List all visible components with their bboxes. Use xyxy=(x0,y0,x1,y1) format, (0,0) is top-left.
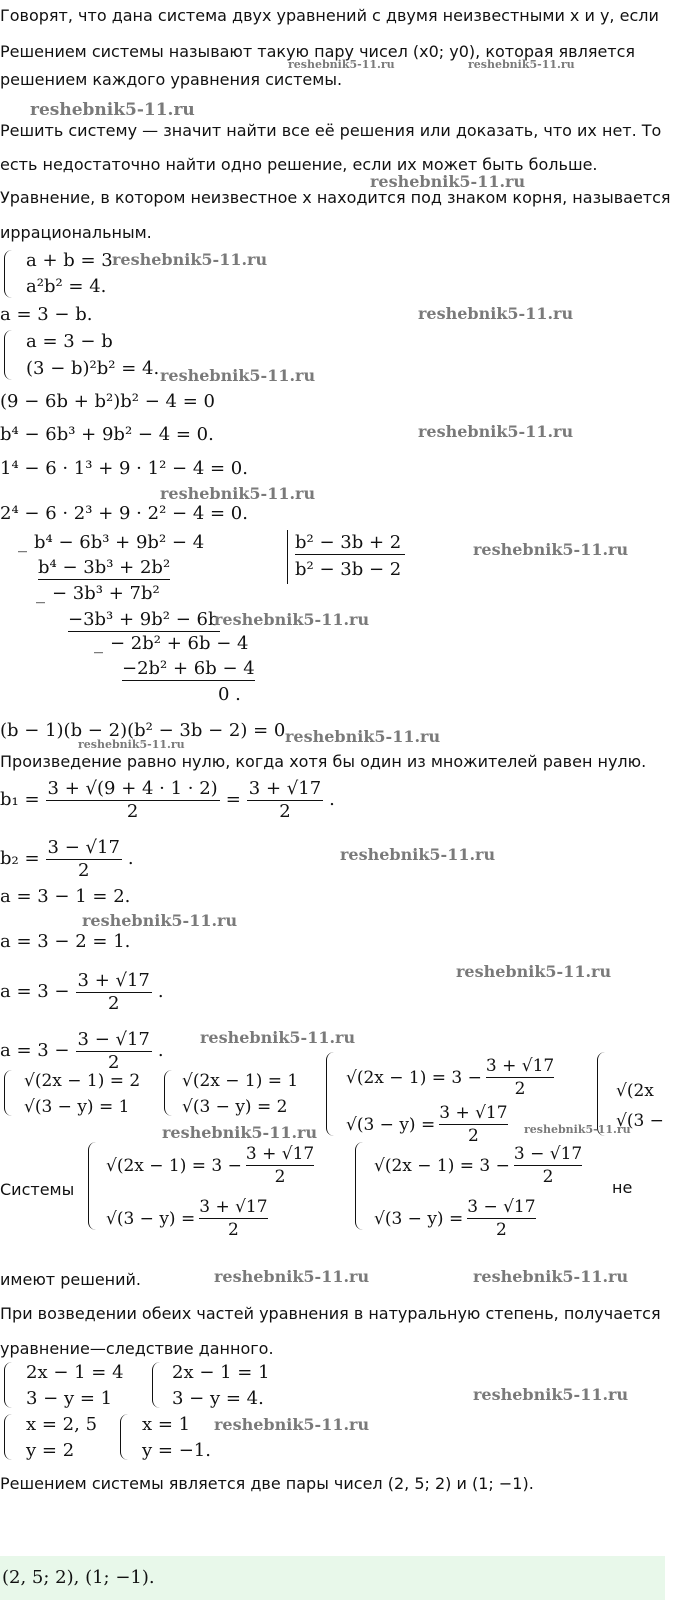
remainder-text: − 2b² + 6b − 4 xyxy=(110,633,249,654)
sys-s1-eq2: √(3 − y) = 1 xyxy=(24,1097,130,1117)
fraction-numerator: 3 + √17 xyxy=(245,1144,315,1164)
fraction-numerator: 3 − √17 xyxy=(77,1028,150,1050)
watermark: reshebnik5-11.ru xyxy=(468,58,575,71)
system-brace xyxy=(4,330,13,380)
final-statement: Решением системы является две пары чисел (2, 5; 2) и (1; −1). xyxy=(0,1474,534,1493)
solve-definition-text-2: есть недостаточно найти одно решение, если их может быть больше. xyxy=(0,155,598,174)
division-remainder-2: _ − 2b² + 6b − 4 xyxy=(94,633,249,654)
fraction-numerator: 3 + √17 xyxy=(439,1103,508,1123)
system-brace xyxy=(120,1414,129,1460)
dividend-text: b⁴ − 6b³ + 9b² − 4 xyxy=(34,532,205,553)
period: . xyxy=(329,789,335,810)
watermark: reshebnik5-11.ru xyxy=(456,962,612,981)
irrational-definition-text-2: иррациональным. xyxy=(0,223,152,242)
sys-s4-eq1: √(2x xyxy=(616,1081,654,1101)
sys-q1-eq1: 2x − 1 = 4 xyxy=(26,1362,124,1383)
fraction xyxy=(46,778,220,823)
sys-s4-eq2: √(3 − xyxy=(616,1111,664,1131)
fraction-denominator: 2 xyxy=(467,1126,479,1146)
period: . xyxy=(157,1040,164,1061)
division-subtrahend-1: b⁴ − 3b³ + 2b² xyxy=(38,557,171,578)
a-value-1: a = 3 − 1 = 2. xyxy=(0,886,131,907)
watermark: reshebnik5-11.ru xyxy=(214,1267,370,1286)
equation-lhs: √(2x − 1) = 3 − xyxy=(106,1155,242,1176)
period: . xyxy=(127,848,134,869)
watermark: reshebnik5-11.ru xyxy=(214,610,370,629)
watermark: reshebnik5-11.ru xyxy=(82,911,238,930)
sys-n2-eq1 xyxy=(374,1143,582,1188)
sys-n1-eq1 xyxy=(106,1143,314,1188)
fraction-numerator: 3 + √17 xyxy=(248,777,322,799)
division-subtrahend-3: −2b² + 6b − 4 xyxy=(122,658,255,679)
b1-lhs: b₁ = xyxy=(0,789,40,810)
fraction xyxy=(46,837,122,882)
fraction xyxy=(199,1196,267,1241)
watermark: reshebnik5-11.ru xyxy=(162,1123,318,1142)
fraction xyxy=(514,1143,582,1188)
division-bar xyxy=(287,530,288,584)
a-value-3 xyxy=(0,967,164,1017)
sys-n1-eq2 xyxy=(106,1196,268,1241)
system-brace xyxy=(152,1362,161,1408)
division-quotient: b² − 3b − 2 xyxy=(295,559,402,580)
fraction xyxy=(247,778,323,823)
sys1-eq2: a²b² = 4. xyxy=(26,276,107,297)
fraction-denominator: 2 xyxy=(227,1220,239,1240)
fraction xyxy=(486,1055,554,1100)
watermark: reshebnik5-11.ru xyxy=(160,366,316,385)
fraction xyxy=(439,1102,507,1147)
a3-lhs: a = 3 − xyxy=(0,981,70,1002)
systems-no-label: не xyxy=(612,1178,633,1197)
sys-s1-eq1: √(2x − 1) = 2 xyxy=(24,1071,141,1091)
watermark: reshebnik5-11.ru xyxy=(288,58,395,71)
division-subtrahend-2: −3b³ + 9b² − 6b xyxy=(68,609,220,630)
system-brace xyxy=(326,1052,335,1136)
fraction-numerator: 3 − √17 xyxy=(467,1197,536,1217)
fraction-denominator: 2 xyxy=(107,992,120,1014)
math-line: (9 − 6b + b²)b² − 4 = 0 xyxy=(0,391,215,412)
division-divisor: b² − 3b + 2 xyxy=(295,532,405,555)
division-remainder-1: _ − 3b³ + 7b² xyxy=(36,583,160,604)
watermark: reshebnik5-11.ru xyxy=(418,422,574,441)
watermark: reshebnik5-11.ru xyxy=(200,1028,356,1047)
fraction xyxy=(76,1029,152,1074)
math-line: b⁴ − 6b³ + 9b² − 4 = 0. xyxy=(0,424,214,445)
math-line: a = 3 − b. xyxy=(0,304,93,325)
system-brace xyxy=(4,250,13,298)
consequence-line-1: При возведении обеих частей уравнения в натуральную степень, получается xyxy=(0,1304,661,1323)
watermark: reshebnik5-11.ru xyxy=(78,738,185,751)
division-dividend: _ b⁴ − 6b³ + 9b² − 4 xyxy=(18,532,205,553)
sys2-eq1: a = 3 − b xyxy=(26,331,113,352)
period: . xyxy=(157,981,164,1002)
system-brace xyxy=(355,1142,364,1230)
system-brace xyxy=(4,1414,13,1460)
sys-s3-eq2 xyxy=(346,1102,508,1147)
watermark: reshebnik5-11.ru xyxy=(370,172,526,191)
a-value-4 xyxy=(0,1026,164,1076)
fraction-denominator: 2 xyxy=(495,1220,507,1240)
watermark: reshebnik5-11.ru xyxy=(285,727,441,746)
fraction-denominator: 2 xyxy=(279,800,291,822)
consequence-line-2: уравнение—следствие данного. xyxy=(0,1339,274,1358)
solution-definition-line-2 xyxy=(0,70,342,90)
no-solutions-text: имеют решений. xyxy=(0,1270,142,1289)
solution-definition-text-2: решением каждого уравнения системы. xyxy=(0,70,343,89)
sys-r1-eq2: y = 2 xyxy=(26,1440,75,1461)
system-brace xyxy=(4,1362,13,1408)
fraction-numerator: 3 − √17 xyxy=(47,836,120,858)
watermark: reshebnik5-11.ru xyxy=(473,540,629,559)
intro-text: Говорят, что дана система двух уравнений с двумя неизвестными x и y, если xyxy=(0,6,659,25)
watermark: reshebnik5-11.ru xyxy=(112,250,268,269)
fraction-denominator: 2 xyxy=(542,1167,554,1187)
equation-lhs: √(2x − 1) = 3 − xyxy=(374,1155,510,1176)
a4-lhs: a = 3 − xyxy=(0,1040,70,1061)
b2-lhs: b₂ = xyxy=(0,848,40,869)
sys-s2-eq1: √(2x − 1) = 1 xyxy=(182,1071,299,1091)
fraction-numerator: 3 + √(9 + 4 · 1 · 2) xyxy=(47,777,218,799)
remainder-text: − 3b³ + 7b² xyxy=(52,583,160,604)
sys-r1-eq1: x = 2, 5 xyxy=(26,1414,98,1435)
system-brace xyxy=(164,1070,173,1116)
intro-line-1 xyxy=(0,6,659,26)
fraction xyxy=(76,970,152,1015)
fraction-denominator: 2 xyxy=(78,859,90,881)
solve-definition-line-1 xyxy=(0,121,661,141)
watermark: reshebnik5-11.ru xyxy=(214,1415,370,1434)
system-brace xyxy=(88,1142,97,1230)
watermark: reshebnik5-11.ru xyxy=(160,484,316,503)
sys-s3-eq1 xyxy=(346,1055,554,1100)
solve-definition-text: Решить систему — значит найти все её решения или доказать, что их нет. То xyxy=(0,121,662,140)
fraction-denominator: 2 xyxy=(126,800,139,822)
equation-lhs: √(2x − 1) = 3 − xyxy=(346,1067,482,1088)
sys-q2-eq1: 2x − 1 = 1 xyxy=(172,1362,270,1383)
zero-product-text: Произведение равно нулю, когда хотя бы один из множителей равен нулю. xyxy=(0,752,647,771)
watermark: reshebnik5-11.ru xyxy=(340,845,496,864)
fraction-numerator: 3 + √17 xyxy=(485,1056,555,1076)
equals-sign: = xyxy=(225,789,241,810)
fraction xyxy=(246,1143,314,1188)
math-line: 2⁴ − 6 · 2³ + 9 · 2² − 4 = 0. xyxy=(0,503,248,524)
fraction-numerator: 3 + √17 xyxy=(199,1197,268,1217)
sys1-eq1: a + b = 3 xyxy=(26,250,113,271)
sys-s2-eq2: √(3 − y) = 2 xyxy=(182,1097,288,1117)
equation-lhs: √(3 − y) = xyxy=(106,1208,196,1229)
sys-r2-eq2: y = −1. xyxy=(142,1440,211,1461)
division-final-remainder: 0 . xyxy=(218,684,241,705)
fraction-denominator: 2 xyxy=(274,1167,286,1187)
watermark: reshebnik5-11.ru xyxy=(473,1267,629,1286)
sys2-eq2: (3 − b)²b² = 4. xyxy=(26,358,160,379)
fraction-numerator: 3 − √17 xyxy=(513,1144,583,1164)
equation-lhs: √(3 − y) = xyxy=(346,1114,436,1135)
b1-formula xyxy=(0,770,335,830)
systems-label: Системы xyxy=(0,1180,75,1199)
watermark: reshebnik5-11.ru xyxy=(473,1385,629,1404)
watermark: reshebnik5-11.ru xyxy=(524,1123,631,1136)
sys-r2-eq1: x = 1 xyxy=(142,1414,191,1435)
sys-n2-eq2 xyxy=(374,1196,536,1241)
watermark: reshebnik5-11.ru xyxy=(30,100,195,120)
equation-lhs: √(3 − y) = xyxy=(374,1208,464,1229)
irrational-definition-line-2 xyxy=(0,223,152,243)
irrational-definition-line-1 xyxy=(0,188,671,208)
fraction-numerator: 3 + √17 xyxy=(77,969,150,991)
watermark: reshebnik5-11.ru xyxy=(418,304,574,323)
answer-text: (2, 5; 2), (1; −1). xyxy=(2,1567,155,1588)
solution-definition-text: Решением системы называют такую пару чисел (x0; y0), которая является xyxy=(0,42,636,61)
fraction-denominator: 2 xyxy=(514,1079,526,1099)
system-brace xyxy=(4,1070,13,1116)
fraction-denominator: 2 xyxy=(107,1051,120,1073)
b2-formula xyxy=(0,834,134,884)
math-line: 1⁴ − 6 · 1³ + 9 · 1² − 4 = 0. xyxy=(0,458,248,479)
fraction xyxy=(467,1196,535,1241)
sys-q1-eq2: 3 − y = 1 xyxy=(26,1388,113,1409)
a-value-2: a = 3 − 2 = 1. xyxy=(0,931,131,952)
math-line: (b − 1)(b − 2)(b² − 3b − 2) = 0. xyxy=(0,720,292,741)
irrational-definition-text: Уравнение, в котором неизвестное x находится под знаком корня, называется xyxy=(0,188,671,207)
sys-q2-eq2: 3 − y = 4. xyxy=(172,1388,264,1409)
